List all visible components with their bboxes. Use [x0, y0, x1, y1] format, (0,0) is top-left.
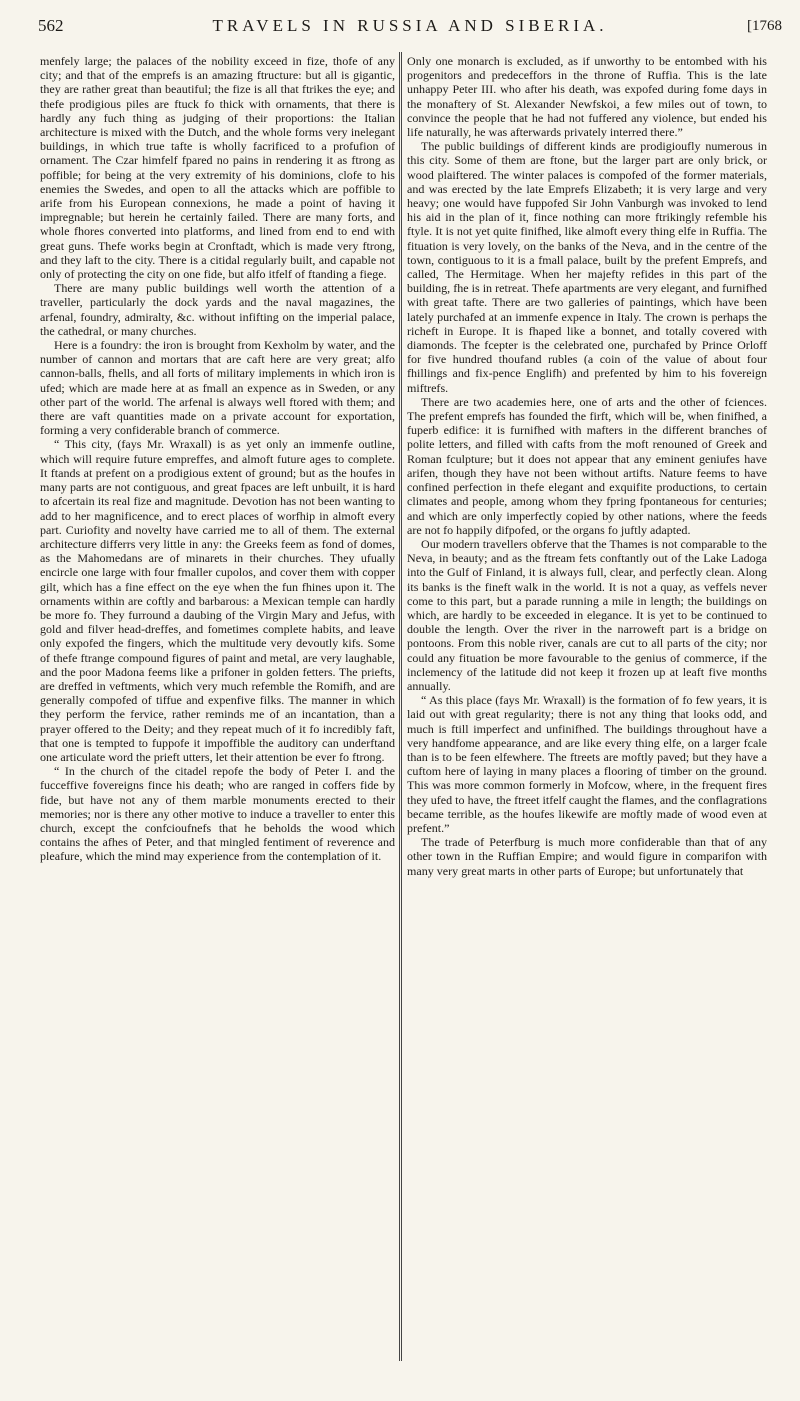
running-title: TRAVELS IN RUSSIA AND SIBERIA. — [212, 16, 608, 35]
page-number: 562 — [38, 16, 64, 35]
column-divider — [399, 52, 400, 1361]
paragraph: Our modern travellers obferve that the Thames is not comparable to the Neva, in beauty; and as the ftream fets conftantly out of the Lake Ladoga into the Gulf of Finland, it is always full, clear, and perfectly clean. Along its banks is the fineft walk in the world. It is not a quay, as veffels never come to this part, but a parade running a mile in length; the buildings on which, are hardly to be exceeded in elegance. It is yet to be continued to double the length. Over the river in the narroweft part is a bridge on pontoons. From this noble river, canals are cut to all parts of the city; nor could any fituation be more favourable to the genius of commerce, if the inclemency of the latitude did not keep it frozen up at leaft five months annually. — [407, 536, 767, 693]
paragraph: Only one monarch is excluded, as if unworthy to be entombed with his progenitors and predeceffors in the throne of Ruffia. This is the late unhappy Peter III. who after his death, was expofed during fome days in the monaftery of St. Alexander Newfskoi, a few miles out of town, to convince the people that he had not fuffered any violence, but ended his life naturally, he was afterwards privately interred there.” — [407, 54, 767, 140]
paragraph: “ As this place (fays Mr. Wraxall) is the formation of fo few years, it is laid out with great regularity; there is not any thing that looks odd, and much is ftill imperfect and unfinifhed. The buildings throughout have a very handfome appearance, and are like every thing elfe, on a larger fcale than is to be feen elfewhere. The ftreets are moftly paved; but they have a cuftom here of laying in many places a flooring of timber on the ground. This was more common formerly in Mofcow, where, in the frequent fires they ufed to have, the ftreet itfelf caught the flames, and the conflagrations became terrible, as the houfes likewife are moftly made of wood even at prefent.” — [407, 693, 767, 835]
left-column — [40, 54, 395, 864]
paragraph: “ In the church of the citadel repofe the body of Peter I. and the fucceffive fovereigns fince his death; who are ranged in coffers fide by fide, but have not any of them marble monuments erected to their memories; nor is there any other motive to induce a traveller to enter this church, except the confcioufnefs that he beholds the wood which contains the afhes of Peter, and that mingled fentiment of reverence and pleafure, which the mind may experience from the contemplation of it. — [40, 764, 395, 864]
paragraph: There are many public buildings well worth the attention of a traveller, particularly the dock yards and the naval magazines, the arfenal, foundry, admiralty, &c. without infifting on the imperial palace, the cathedral, or many churches. — [40, 281, 395, 338]
right-column — [407, 54, 767, 878]
column-divider — [401, 52, 402, 1361]
page-header — [38, 12, 782, 42]
paragraph: Here is a foundry: the iron is brought from Kexholm by water, and the number of cannon and mortars that are caft here are very great; alfo cannon-balls, fhells, and all forts of military implements in which iron is ufed; which are made here at as fmall an expence as in Sweden, or any other part of the world. The arfenal is always well ftored with them; and there are vaft quantities made on a private account for exportation, forming a very confiderable branch of commerce. — [40, 338, 395, 438]
paragraph: “ This city, (fays Mr. Wraxall) is as yet only an immenfe outline, which will require future empreffes, and almoft future ages to complete. It ftands at prefent on a prodigious extent of ground; but as the houfes in many parts are not contiguous, and great fpaces are left unbuilt, it is hard to afcertain its real fize and magnitude. Devotion has not been wanting to add to her magnificence, and to erect places of worfhip in almoft every part. Curiofity and novelty have carried me to all of them. The external architecture differrs very little in any: the Greeks feem as fond of domes, as the Mahomedans are of minarets in their churches. They ufually encircle one large with four fmaller cupolos, and cover them with copper gilt, which has a fine effect on the eye when the fun fhines upon it. The ornaments within are coftly and barbarous: a Mexican temple can hardly be more fo. They furround a daubing of the Virgin Mary and Jefus, with gold and filver head-dreffes, and fometimes complete habits, and leave only expofed the fingers, which the multitude very devoutly kifs. Some of thefe ftrange compound figures of paint and metal, are very laughable, and the poor Madona feems like a prifoner in golden fetters. The priefts, are dreffed in veftments, which very much refemble the Romifh, and are generally compofed of tiffue and expenfive filks. The manner in which they perform the fervice, rather reminds me of an incantation, than a prayer offered to the Deity; and they repeat much of it fo incredibly faft, that one is tempted to fuppofe it impoffible the auditory can underftand one articulate word the prieft utters, let their attention be ever fo ftrong. — [40, 437, 395, 764]
paragraph: menfely large; the palaces of the nobility exceed in fize, thofe of any city; and that of the emprefs is an amazing ftructure: but all is gigantic, they are rather great than beautiful; the fize is all that ftrikes the eye; and thefe prodigious piles are ftuck fo thick with ornaments, that there is hardly any fuch thing as judging of their proportions: the Italian architecture is mixed with the Dutch, and the whole forms very inelegant buildings, in which true tafte is wholly facrificed to a profufion of ornament. The Czar himfelf fpared no pains in rendering it as ftrong as poffible; for being at the very extremity of his dominions, clofe to his enemies the Swedes, and open to all the attacks which are poffible to arife from his European connexions, he made a point of having it impregnable; but herein he certainly failed. There are many forts, and whole fhores converted into platforms, and lined from end to end with great guns. Thefe works begin at Cronftadt, which is made very ftrong, and they laft to the city. There is a citidal regularly built, and capable not only of protecting the city on one fide, but alfo itfelf of ftanding a fiege. — [40, 54, 395, 282]
paragraph: The public buildings of different kinds are prodigioufly numerous in this city. Some of them are ftone, but the larger part are only brick, or wood plaiftered. The winter palaces is compofed of the former materials, and was erected by the late Emprefs Elizabeth; it is very large and very heavy; one would have fuppofed Sir John Vanburgh was invoked to lend his aid in the plan of it, fince nothing can more ftrikingly refemble his ftyle. It is not yet quite finifhed, like almoft every thing elfe in Ruffia. The fituation is very lovely, on the banks of the Neva, and in the centre of the town, contiguous to it is a fmall palace, built by the prefent Emprefs, and called, The Hermitage. When her majefty refides in this part of the building, fhe is in retreat. Thefe apartments are very elegant, and furnifhed with great tafte. There are two galleries of paintings, which have been lately purchafed at an immenfe expence in Italy. The crown is perhaps the richeft in Europe. It is fhaped like a bonnet, and totally covered with diamonds. The fcepter is the celebrated one, purchafed by Prince Orloff for five hundred thoufand rubles (a coin of the value of about four fhillings and fix-pence Englifh) and prefented by him to his fovereign miftrefs. — [407, 139, 767, 395]
year-marker: [1768 — [747, 18, 782, 34]
paragraph: There are two academies here, one of arts and the other of fciences. The prefent emprefs has founded the firft, which will be, when finifhed, a fuperb edifice: it is furnifhed with mafters in the different branches of polite letters, and filled with cafts from the moft renouned of Greek and Roman fculpture; but it does not appear that any eminent geniufes have arifen, though they have not been without artifts. Nature feems to have confined perfection in thefe elegant and exquifite productions, to certain climates and people, among whom they fpring fpontaneous for centuries; and which are only imperfectly copied by other nations, where the feeds are not fo happily difpofed, or the organs fo juftly adapted. — [407, 394, 767, 537]
paragraph: The trade of Peterfburg is much more confiderable than that of any other town in the Ruffian Empire; and would figure in comparifon with many very great marts in other parts of Europe; but unfortunately that — [407, 835, 767, 878]
